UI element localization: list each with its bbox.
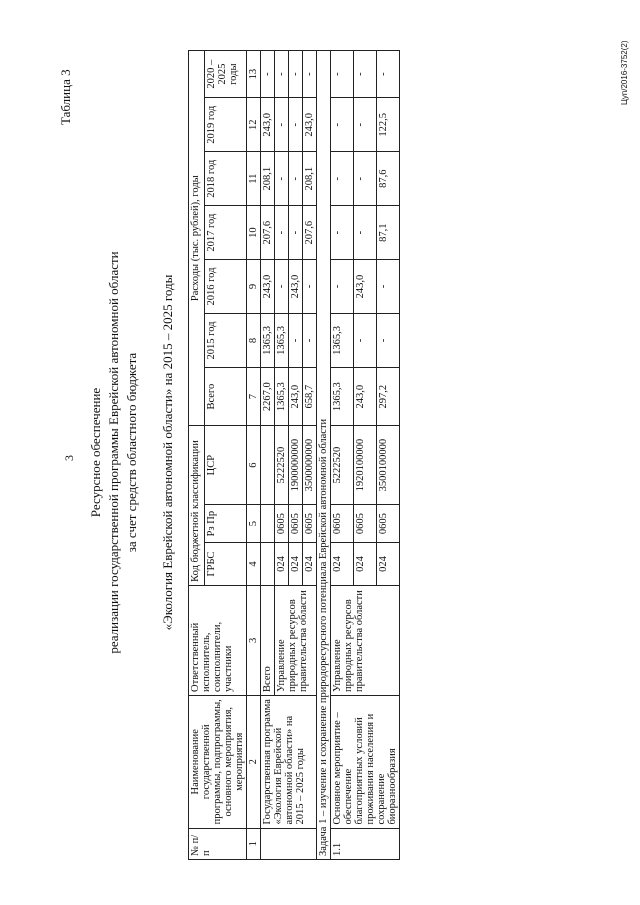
header-grbs: ГРБС	[205, 543, 247, 586]
program-name: Государственная программа «Экология Еврейской автономной области» на 2015 – 2025 годы	[261, 695, 317, 828]
table-row: 024 0605 3500100000 297,2 - - 87,1 87,6 122,5 -	[377, 51, 400, 860]
item-number: 1.1	[331, 828, 400, 859]
title-line-4: «Экология Еврейской автономной области» на 2015 – 2025 годы	[160, 274, 175, 631]
header-y2015: 2015 год	[205, 314, 247, 368]
table-row: 024 0605 1900000000 243,0 - 243,0 - - - -	[289, 51, 303, 860]
item-name: Основное мероприятие – обеспечение благоприятных условий проживания населения и сохранение биоразнообразия	[331, 695, 400, 828]
col-number: 4	[247, 543, 261, 586]
header-row-1	[189, 51, 205, 860]
col-number: 6	[247, 426, 261, 505]
header-expenses-group: Расходы (тыс. рублей), годы	[189, 51, 205, 426]
col-number: 3	[247, 585, 261, 695]
executor-cell: Всего	[261, 585, 275, 695]
col-number: 11	[247, 152, 261, 206]
header-rzpr: Рз Пр	[205, 504, 247, 542]
header-num: № п/п	[189, 828, 247, 859]
table-row: 024 0605 1920100000 243,0 - 243,0 - - - -	[354, 51, 377, 860]
col-number: 1	[247, 828, 261, 859]
header-y2016: 2016 год	[205, 260, 247, 314]
header-y2017: 2017 год	[205, 206, 247, 260]
header-total: Всего	[205, 367, 247, 425]
header-name: Наименование государственной программы, подпрограммы, основного мероприятия, мероприятия	[189, 695, 247, 828]
col-number: 5	[247, 504, 261, 542]
title-line-2: реализации государственной программы Еврейской автономной области	[106, 251, 121, 654]
title-line-3: за счет средств областного бюджета	[124, 352, 139, 553]
title-line-1: Ресурсное обеспечение	[88, 387, 103, 518]
task-row	[317, 51, 331, 860]
total-cell: 2267,0	[261, 367, 275, 425]
header-y2019: 2019 год	[205, 98, 247, 152]
table-label: Таблица 3	[58, 69, 73, 125]
col-number: 10	[247, 206, 261, 260]
table-row: 024 0605 3500000000 658,7 - - 207,6 208,1 243,0 -	[303, 51, 317, 860]
table-row: 1.1 Основное мероприятие – обеспечение благоприятных условий проживания населения и сохранение биоразнообразия Управление природных ресурсов правительства области 024 0605 5222520 1365,3 1365,3 - - - - -	[331, 51, 354, 860]
column-number-row	[247, 51, 261, 860]
executor-cell: Управление природных ресурсов правительства области	[275, 585, 317, 695]
header-y2020: 2020 – 2025 годы	[205, 51, 247, 98]
resource-table	[188, 50, 400, 860]
header-y2018: 2018 год	[205, 152, 247, 206]
page-number: 3	[62, 455, 76, 461]
header-code-group: Код бюджетной классификации	[189, 426, 205, 586]
col-number: 13	[247, 51, 261, 98]
col-number: 9	[247, 260, 261, 314]
task-1-label: Задача 1 – изучение и сохранение природоресурсного потенциала Еврейской автономной области	[317, 51, 331, 860]
col-number: 7	[247, 367, 261, 425]
table-row: Управление природных ресурсов правительства области 024 0605 5222520 1365,3 1365,3 - - - - -	[275, 51, 289, 860]
executor-cell: Управление природных ресурсов правительства области	[331, 585, 400, 695]
document-code: Цуп/2016-3752(2)	[620, 40, 629, 105]
header-executor: Ответственный исполнитель, соисполнители, участники	[189, 585, 247, 695]
header-csr: ЦСР	[205, 426, 247, 505]
col-number: 2	[247, 695, 261, 828]
col-number: 12	[247, 98, 261, 152]
table-row: Государственная программа «Экология Еврейской автономной области» на 2015 – 2025 годы Всего 2267,0 1365,3 243,0 207,6 208,1 243,0 -	[261, 51, 275, 860]
col-number: 8	[247, 314, 261, 368]
